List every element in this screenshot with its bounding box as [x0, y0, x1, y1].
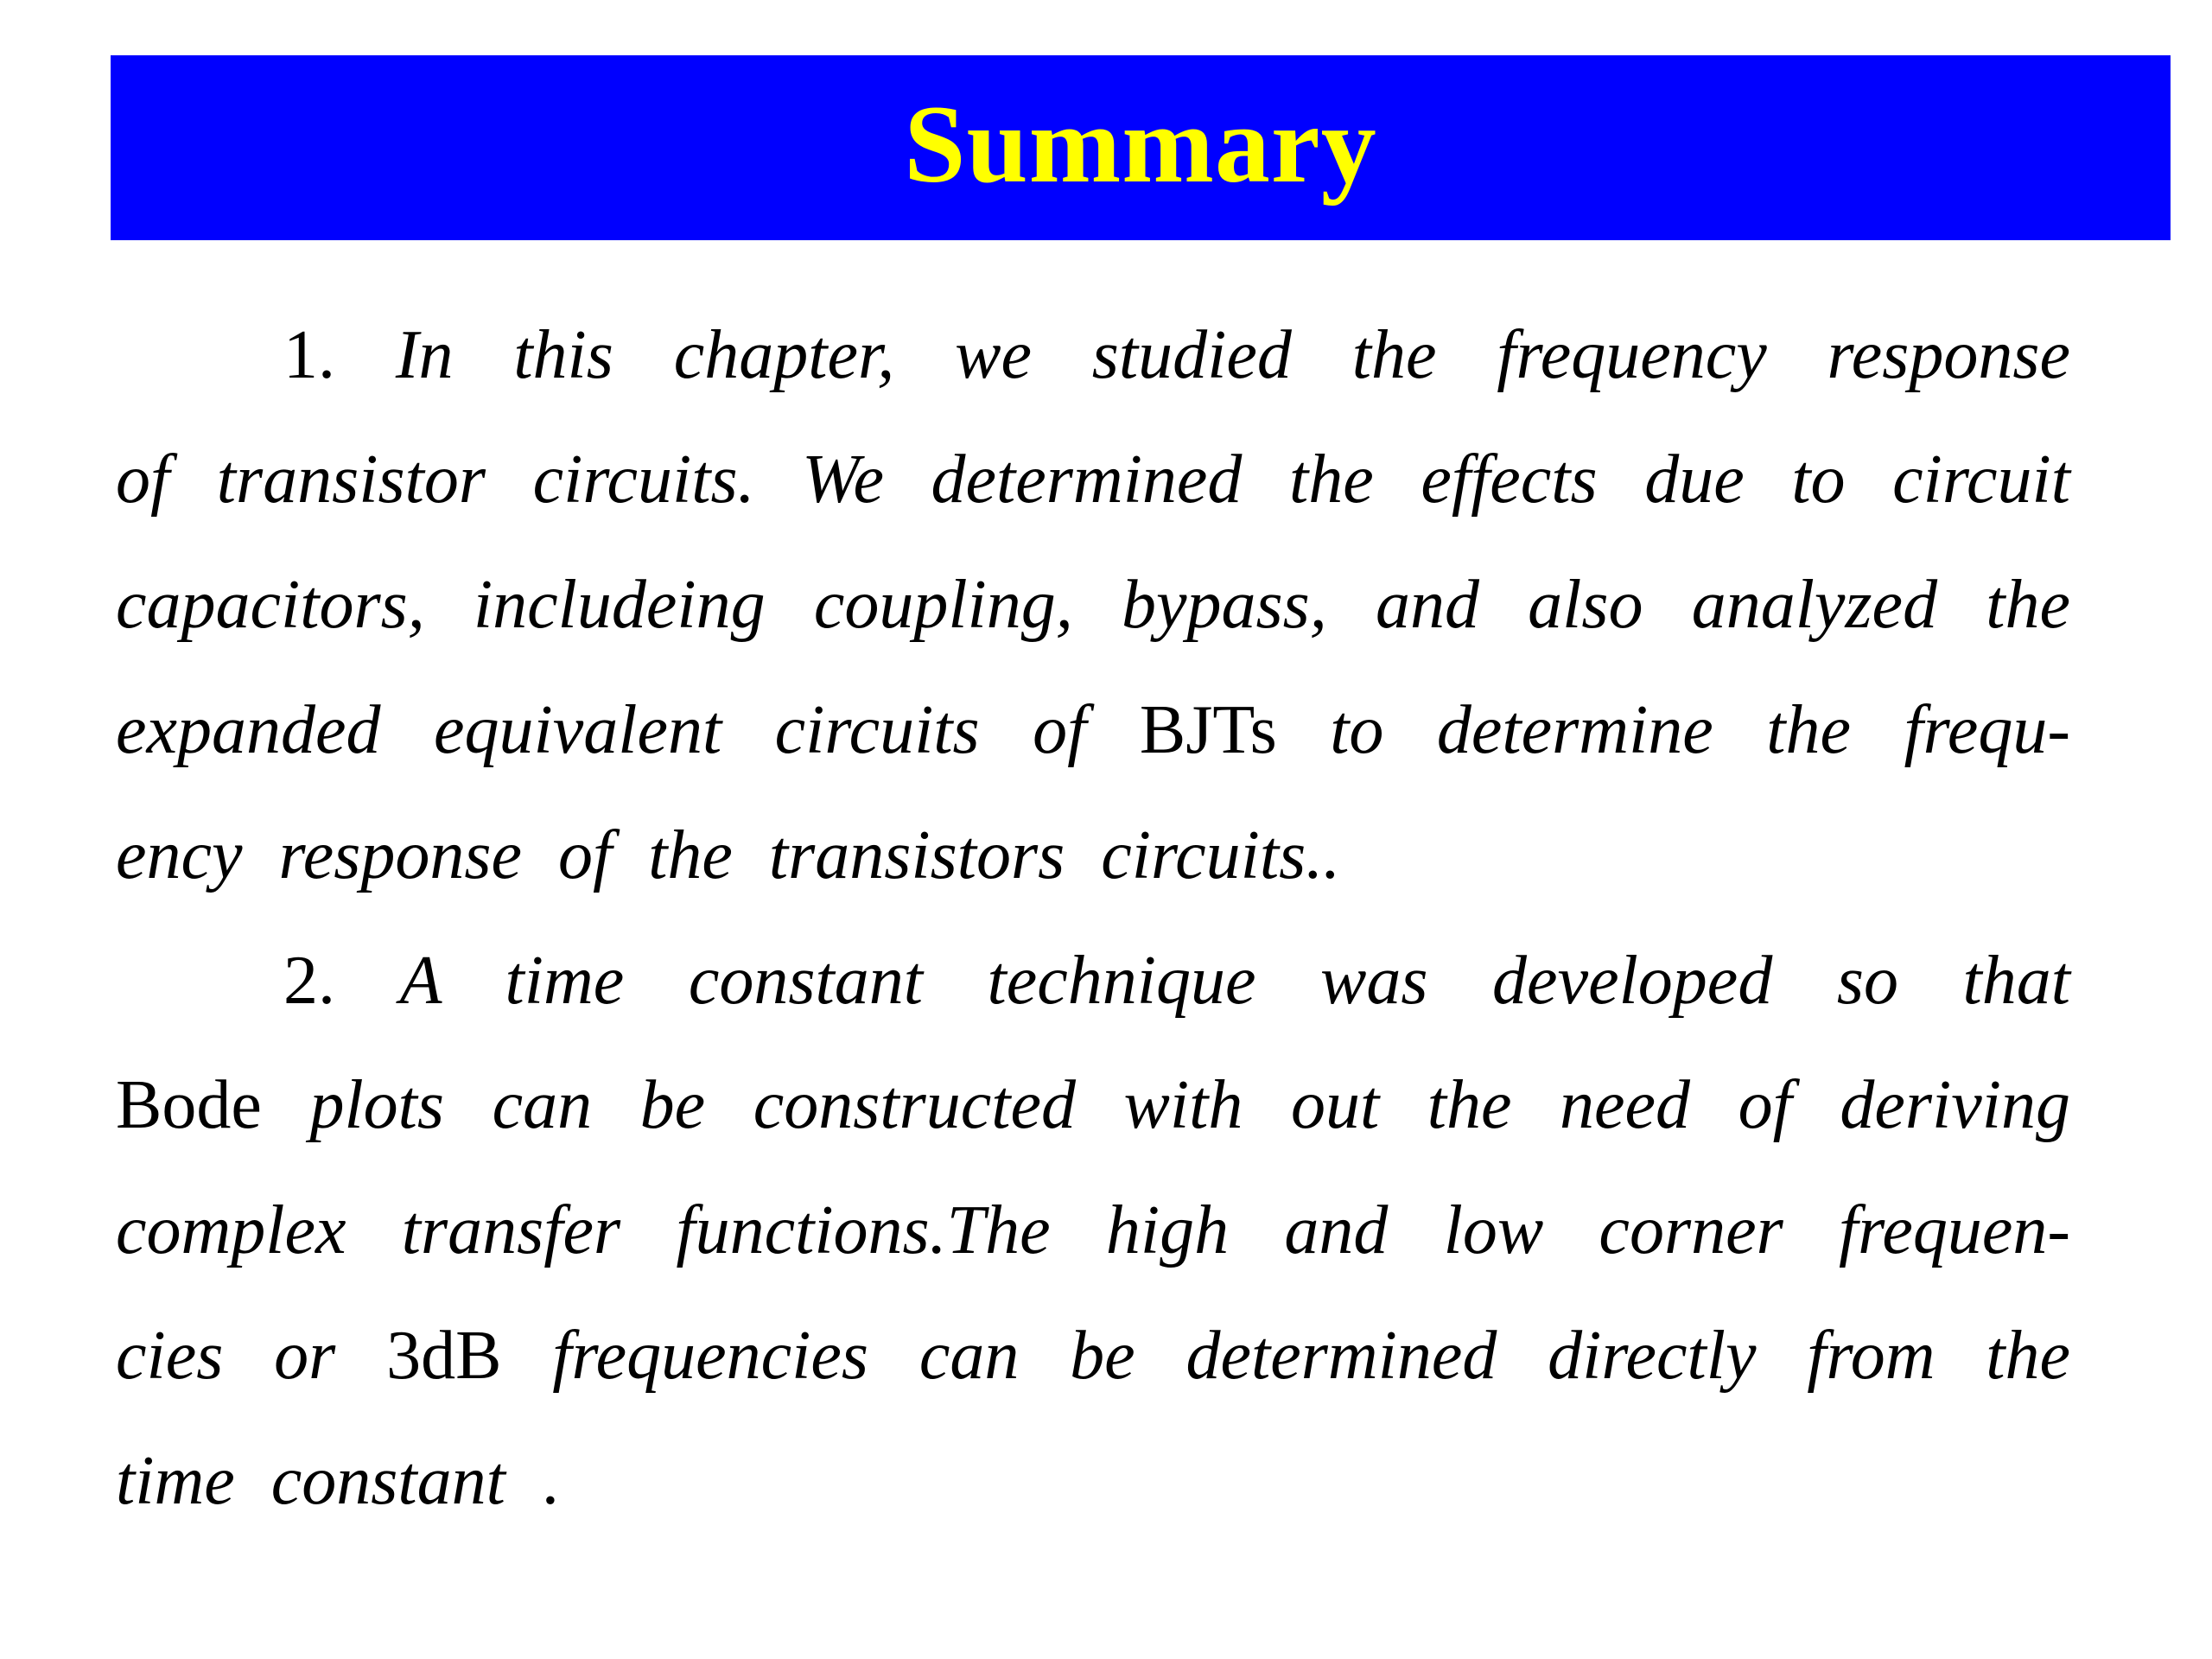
- bode-term: Bode: [116, 1067, 262, 1143]
- paragraph-2-line-2: [116, 1058, 2070, 1153]
- paragraph-2-line-5: [116, 1433, 2070, 1529]
- paragraph-1-line-4: [116, 683, 2070, 778]
- paragraph-2-line-1: [283, 933, 2070, 1028]
- paragraph-1-line-2: [116, 432, 2070, 527]
- paragraph-1-line-3-text: capacitors, includeing coupling, bypass, and also analyzed the: [116, 567, 2070, 643]
- final-period: .: [541, 1443, 559, 1519]
- paragraph-2-line-1-text: A time constant technique was developed so that: [399, 943, 2071, 1019]
- page-title: Summary: [904, 83, 1377, 206]
- paragraph-2-line-5-text: time constant: [116, 1443, 505, 1519]
- paragraph-2-line-4-text-c: frequencies can be determined directly from the: [552, 1318, 2070, 1394]
- paragraph-1-line-3: [116, 557, 2070, 652]
- bjts-term: BJTs: [1139, 692, 1277, 768]
- paragraph-1-line-5-text: ency response of the transistors circuits..: [116, 817, 1341, 893]
- paragraph-1-line-4-text-a: expanded equivalent circuits of: [116, 692, 1087, 768]
- paragraph-1-line-1: [283, 308, 2070, 403]
- paragraph-1-line-2-text: of transistor circuits. We determined the effects due to circuit: [116, 442, 2070, 518]
- 3db-term: 3dB: [386, 1318, 502, 1394]
- paragraph-2-line-4: [116, 1308, 2070, 1403]
- paragraph-2-line-3: [116, 1183, 2070, 1278]
- title-banner: [111, 55, 2171, 240]
- paragraph-2-line-2-text: plots can be constructed with out the need of deriving: [309, 1067, 2071, 1143]
- paragraph-1-line-1-text: In this chapter, we studied the frequency response: [395, 317, 2071, 393]
- paragraph-2-line-3-text: complex transfer functions.The high and low corner frequen-: [116, 1192, 2070, 1268]
- paragraph-1-number: 1.: [283, 317, 335, 393]
- paragraph-1-line-4-text-c: to determine the frequ-: [1330, 692, 2070, 768]
- paragraph-2-line-4-text-a: cies or: [116, 1318, 336, 1394]
- paragraph-1-line-5: [116, 808, 2070, 903]
- paragraph-2-number: 2.: [283, 943, 335, 1019]
